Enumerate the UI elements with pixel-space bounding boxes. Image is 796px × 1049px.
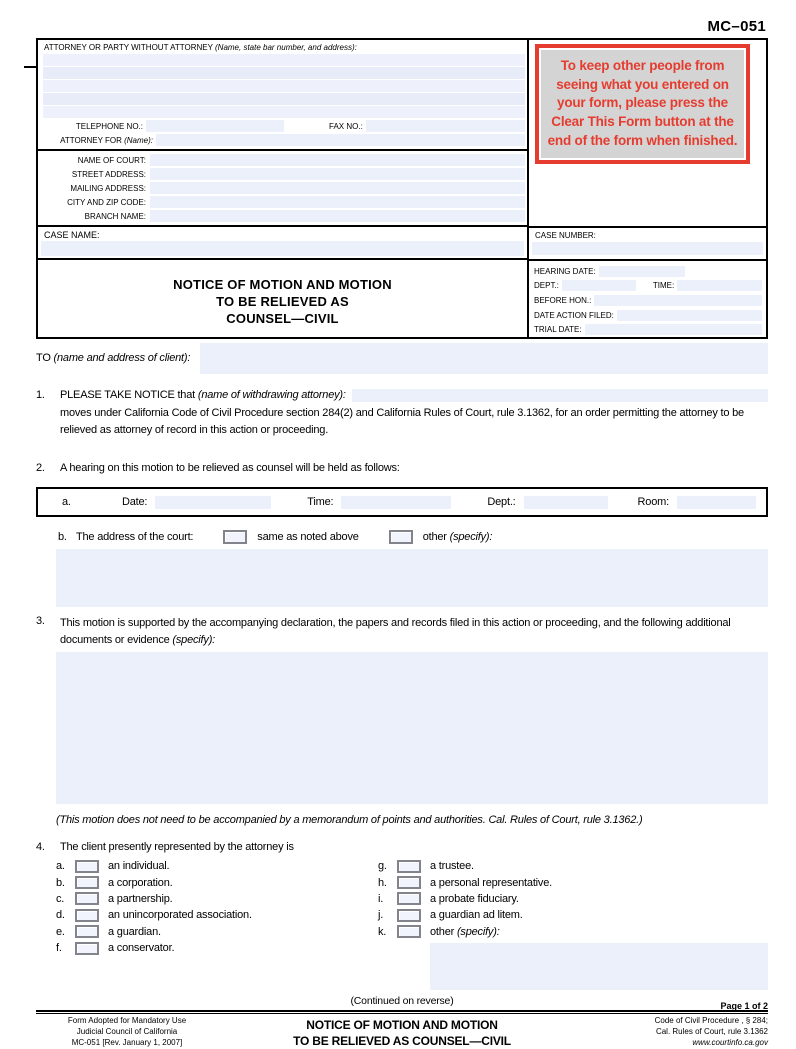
hearing-date-field[interactable] <box>599 266 685 277</box>
footer-website: www.courtinfo.ca.gov <box>692 1037 768 1047</box>
option-label: a personal representative. <box>430 876 552 889</box>
item-3-number: 3. <box>36 615 45 627</box>
footer-left-line2: Judicial Council of California <box>76 1026 178 1036</box>
item-2 <box>36 462 768 474</box>
street-address-label: STREET ADDRESS: <box>71 169 146 179</box>
option-letter: j. <box>378 909 384 922</box>
attorney-label <box>38 40 527 53</box>
footer-adoption-note <box>36 1016 218 1049</box>
attorney-for-field[interactable] <box>156 134 525 146</box>
option-letter: k. <box>378 925 387 938</box>
form-title-line3: COUNSEL—CIVIL <box>226 310 339 326</box>
court-name-label: NAME OF COURT: <box>77 155 146 165</box>
option-label: a guardian ad litem. <box>430 909 523 922</box>
date-action-filed-label: DATE ACTION FILED: <box>534 310 614 320</box>
option-letter: e. <box>56 925 65 938</box>
room-label-2a: Room: <box>637 496 669 508</box>
same-as-noted-above-label: same as noted above <box>257 531 359 543</box>
privacy-notice-line2: seeing what you entered on <box>556 76 729 92</box>
telephone-label: TELEPHONE NO.: <box>75 121 143 131</box>
checkbox-guardian[interactable] <box>75 925 99 938</box>
item-3-text-normal: This motion is supported by the accompanying declaration, the papers and records filed in this action or proceeding, and the following additional documents or evidence <box>60 617 731 646</box>
client-type-options <box>56 858 768 990</box>
branch-name-label: BRANCH NAME: <box>84 211 146 221</box>
hearing-dept-field-2a[interactable] <box>524 496 608 509</box>
fax-label: FAX NO.: <box>329 121 363 131</box>
item-3-text <box>60 615 760 648</box>
attorney-info-field-row2[interactable] <box>43 67 525 79</box>
checkbox-partnership[interactable] <box>75 892 99 905</box>
attorney-info-field-row5[interactable] <box>43 106 525 118</box>
page-number: Page 1 of 2 <box>720 1000 768 1011</box>
trial-date-label: TRIAL DATE: <box>534 325 582 335</box>
option-letter: a. <box>56 860 65 873</box>
city-zip-label: CITY AND ZIP CODE: <box>67 197 146 207</box>
option-individual <box>56 858 378 874</box>
footer-form-title <box>218 1016 586 1049</box>
to-label <box>36 343 190 374</box>
checkbox-corporation[interactable] <box>75 876 99 889</box>
option-label: an unincorporated association. <box>108 909 252 922</box>
footer-right-line1: Code of Civil Procedure , § 284; <box>654 1015 768 1025</box>
attorney-info-field-row4[interactable] <box>43 93 525 105</box>
court-address-row <box>58 530 768 544</box>
form-title-line1: NOTICE OF MOTION AND MOTION <box>173 277 392 293</box>
checkbox-unincorporated-association[interactable] <box>75 909 99 922</box>
other-address-label-text: other <box>422 531 450 543</box>
option-label: an individual. <box>108 860 170 873</box>
branch-name-field[interactable] <box>150 210 525 222</box>
to-label-text: TO <box>36 352 54 364</box>
mailing-address-label: MAILING ADDRESS: <box>70 183 146 193</box>
case-number-label: CASE NUMBER: <box>535 231 596 241</box>
option-label: a guardian. <box>108 925 161 938</box>
option-label: a corporation. <box>108 876 173 889</box>
other-court-address-field[interactable] <box>56 549 768 607</box>
option-letter: c. <box>56 892 65 905</box>
footer-divider <box>36 1010 768 1014</box>
footer-right-line2: Cal. Rules of Court, rule 3.1362 <box>655 1026 768 1036</box>
trial-date-field[interactable] <box>585 324 762 335</box>
item-2-text: A hearing on this motion to be relieved as counsel will be held as follows: <box>60 462 400 474</box>
dept-label-2a: Dept.: <box>487 496 516 508</box>
hearing-schedule-box <box>36 487 768 517</box>
option-partnership <box>56 891 378 907</box>
before-hon-label: BEFORE HON.: <box>534 296 592 306</box>
hearing-date-field-2a[interactable] <box>155 496 271 509</box>
attorney-label-italic: (Name, state bar number, and address): <box>215 43 357 52</box>
option-letter: b. <box>56 876 65 889</box>
privacy-notice-section <box>529 40 766 226</box>
checkbox-other-client-type[interactable] <box>397 925 421 938</box>
item-3-text-italic: (specify): <box>172 633 216 646</box>
date-label: Date: <box>122 496 148 508</box>
hearing-room-field-2a[interactable] <box>677 496 756 509</box>
form-title-line2: TO BE RELIEVED AS <box>216 294 349 310</box>
case-name-field[interactable] <box>41 241 524 256</box>
time-label: TIME: <box>652 281 675 291</box>
footer-left-line3: MC-051 [Rev. January 1, 2007] <box>71 1037 183 1047</box>
item-1-text: moves under California Code of Civil Procedure section 284(2) and California Rules of Court, rule 3.1362, for an order permitting the attorney to be relieved as attorney of record in this action or proceeding. <box>60 407 744 436</box>
to-label-italic: (name and address of client): <box>53 352 191 364</box>
checkbox-other-address[interactable] <box>389 530 413 544</box>
continued-row <box>36 995 768 1010</box>
option-personal-representative <box>378 874 768 890</box>
item-1-lead <box>60 389 346 402</box>
option-label: a trustee. <box>430 860 474 873</box>
attorney-info-field-row3[interactable] <box>43 80 525 92</box>
other-address-label <box>423 531 493 543</box>
telephone-field[interactable] <box>146 120 284 132</box>
time-field[interactable] <box>677 280 762 291</box>
case-name-section <box>38 225 527 259</box>
client-name-address-field[interactable] <box>200 343 768 374</box>
option-corporation <box>56 874 378 890</box>
item-4-number: 4. <box>36 841 45 853</box>
attorney-info-field-row1[interactable] <box>43 54 525 66</box>
option-other <box>378 924 768 940</box>
case-number-section <box>529 226 766 259</box>
item-1 <box>36 389 768 438</box>
checkbox-individual[interactable] <box>75 860 99 873</box>
privacy-notice-line1: To keep other people from <box>560 58 725 73</box>
hearing-time-field-2a[interactable] <box>341 496 451 509</box>
privacy-notice-line3: your form, please press the <box>557 95 728 111</box>
checkbox-guardian-ad-litem[interactable] <box>397 909 421 922</box>
checkbox-probate-fiduciary[interactable] <box>397 892 421 905</box>
item-1-lead-text: PLEASE TAKE NOTICE that <box>60 389 198 401</box>
item-1-lead-italic: (name of withdrawing attorney): <box>197 389 346 401</box>
hearing-info-section <box>529 259 766 337</box>
item-2-number: 2. <box>36 462 45 474</box>
fax-field[interactable] <box>366 120 525 132</box>
street-address-field[interactable] <box>150 168 525 180</box>
continued-on-reverse: (Continued on reverse) <box>350 994 454 1007</box>
item-2b-text: The address of the court: <box>76 531 194 543</box>
option-label: a probate fiduciary. <box>430 892 519 905</box>
attorney-section <box>38 40 527 149</box>
privacy-notice-line5: end of the form when finished. <box>547 132 738 148</box>
attorney-for-label-italic: (Name): <box>124 135 153 145</box>
court-section <box>38 149 527 224</box>
item-4 <box>36 841 768 853</box>
attorney-for-label-text: ATTORNEY FOR <box>60 135 125 145</box>
option-label: a conservator. <box>108 942 175 955</box>
checkbox-personal-representative[interactable] <box>397 876 421 889</box>
option-label: a partnership. <box>108 892 173 905</box>
option-letter: d. <box>56 909 65 922</box>
client-type-column-left <box>56 858 378 990</box>
item-2b-letter: b. <box>58 531 67 543</box>
footer-title-line1: NOTICE OF MOTION AND MOTION <box>306 1017 498 1032</box>
mailing-address-field[interactable] <box>150 182 525 194</box>
footer-title-line2: TO BE RELIEVED AS COUNSEL—CIVIL <box>293 1033 511 1048</box>
additional-documents-field[interactable] <box>56 652 768 804</box>
court-name-field[interactable] <box>150 154 525 166</box>
attorney-for-label <box>38 136 156 145</box>
hearing-date-label: HEARING DATE: <box>534 266 596 276</box>
privacy-notice-line4: Clear This Form button at the <box>551 113 734 129</box>
option-guardian <box>56 924 378 940</box>
dept-label: DEPT.: <box>534 281 559 291</box>
option-trustee <box>378 858 768 874</box>
option-letter: i. <box>378 892 384 905</box>
option-probate-fiduciary <box>378 891 768 907</box>
form-number: MC–051 <box>707 18 766 35</box>
footer-left-line1: Form Adopted for Mandatory Use <box>67 1015 187 1025</box>
city-zip-field[interactable] <box>150 196 525 208</box>
before-hon-field[interactable] <box>594 295 762 306</box>
checkbox-same-as-noted-above[interactable] <box>223 530 247 544</box>
option-label-text: other <box>430 925 457 938</box>
form-title <box>38 258 527 337</box>
client-type-column-right <box>378 858 768 990</box>
other-client-type-field[interactable] <box>430 943 768 990</box>
option-unincorporated-association <box>56 907 378 923</box>
option-guardian-ad-litem <box>378 907 768 923</box>
time-label-2a: Time: <box>307 496 334 508</box>
option-label-italic: (specify): <box>456 925 500 938</box>
attorney-label-text: ATTORNEY OR PARTY WITHOUT ATTORNEY <box>44 43 215 52</box>
footer-citations <box>586 1016 768 1049</box>
other-address-label-italic: (specify): <box>449 531 493 543</box>
item-4-text: The client presently represented by the attorney is <box>60 841 294 853</box>
option-letter: g. <box>378 860 387 873</box>
to-client-row <box>36 343 768 374</box>
date-action-filed-field[interactable] <box>617 310 762 321</box>
checkbox-conservator[interactable] <box>75 942 99 955</box>
privacy-notice-box <box>535 44 750 164</box>
dept-field[interactable] <box>562 280 636 291</box>
item-3 <box>36 615 768 648</box>
item-3-note: (This motion does not need to be accompanied by a memorandum of points and authorities. Cal. Rules of Court, rule 3.1362.) <box>56 814 643 826</box>
case-name-label: CASE NAME: <box>44 229 100 240</box>
withdrawing-attorney-field-row1[interactable] <box>388 389 766 402</box>
item-2a-letter: a. <box>62 496 71 508</box>
option-conservator <box>56 940 378 956</box>
case-number-field[interactable] <box>532 242 763 255</box>
option-letter: f. <box>56 942 62 955</box>
footer <box>36 1016 768 1049</box>
checkbox-trustee[interactable] <box>397 860 421 873</box>
option-letter: h. <box>378 876 387 889</box>
item-1-number: 1. <box>36 389 45 401</box>
caption-table <box>36 38 768 339</box>
option-label <box>430 926 500 938</box>
